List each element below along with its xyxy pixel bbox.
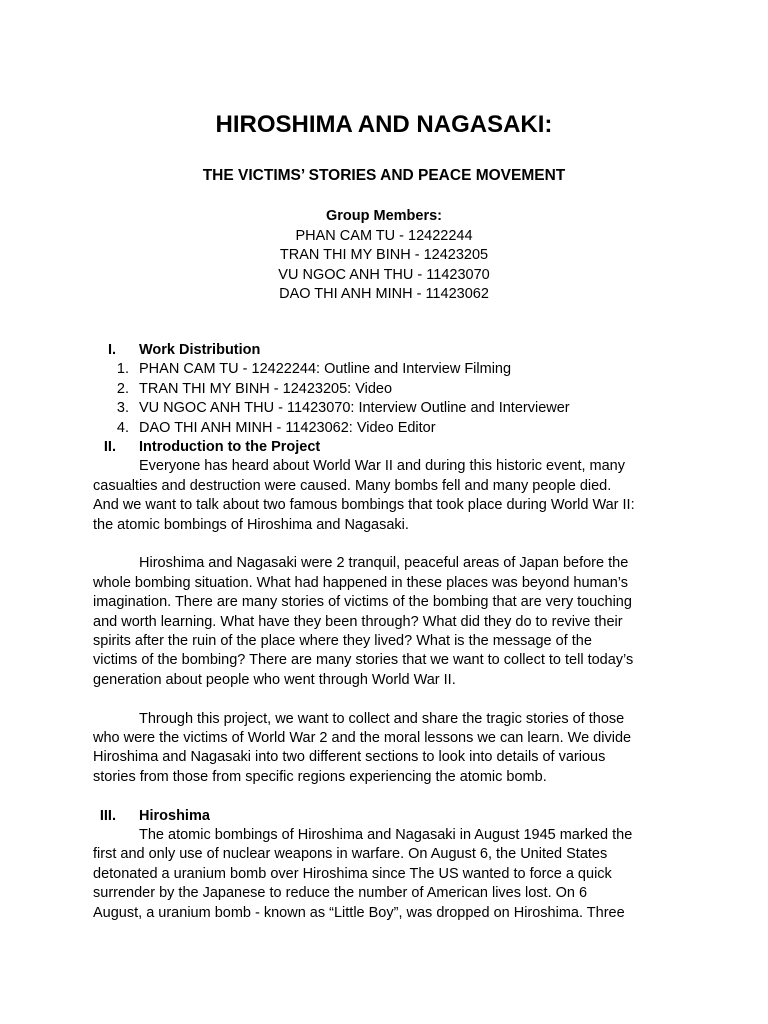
list-item-number: 1. bbox=[116, 361, 129, 378]
section-label: Introduction to the Project bbox=[139, 438, 321, 455]
paragraph-line: And we want to talk about two famous bombings that took place during World War II: bbox=[93, 497, 635, 514]
paragraph bbox=[93, 457, 683, 535]
paragraph-line: and worth learning. What have they been through? What did they do to revive their bbox=[93, 613, 623, 630]
member-name: VU NGOC ANH THU - 11423070 bbox=[278, 266, 490, 283]
paragraph-line: Hiroshima and Nagasaki were 2 tranquil, peaceful areas of Japan before the bbox=[139, 555, 629, 572]
list-item bbox=[93, 380, 683, 399]
list-item-text: VU NGOC ANH THU - 11423070: Interview Outline and Interviewer bbox=[139, 400, 570, 417]
paragraph bbox=[93, 826, 683, 923]
list-item-number: 4. bbox=[116, 419, 129, 436]
list-item-text: PHAN CAM TU - 12422244: Outline and Interview Filming bbox=[139, 361, 512, 378]
paragraph-line: detonated a uranium bomb over Hiroshima since The US wanted to force a quick bbox=[93, 865, 612, 882]
member-name: TRAN THI MY BINH - 12423205 bbox=[279, 247, 489, 263]
document-subtitle: THE VICTIMS’ STORIES AND PEACE MOVEMENT bbox=[202, 167, 566, 184]
document-title: HIROSHIMA AND NAGASAKI: bbox=[215, 111, 553, 138]
paragraph bbox=[93, 554, 683, 690]
section-label: Hiroshima bbox=[139, 807, 210, 824]
paragraph-line: spirits after the ruin of the place where they lived? What is the message of the bbox=[93, 632, 592, 649]
paragraph-gap bbox=[93, 787, 683, 806]
list-item bbox=[93, 419, 683, 438]
group-members bbox=[0, 207, 768, 305]
paragraph-line: casualties and destruction were caused. Many bombs fell and many people died. bbox=[93, 477, 612, 494]
paragraph-line: stories from those from specific regions experiencing the atomic bomb. bbox=[93, 768, 547, 785]
paragraph-gap bbox=[93, 690, 683, 709]
paragraph-line: Through this project, we want to collect and share the tragic stories of those bbox=[139, 710, 625, 727]
paragraph-gap bbox=[93, 535, 683, 554]
paragraph-line: Hiroshima and Nagasaki into two different sections to look into details of various bbox=[93, 749, 606, 766]
list-item-text: TRAN THI MY BINH - 12423205: Video bbox=[139, 380, 393, 397]
paragraph-line: first and only use of nuclear weapons in warfare. On August 6, the United States bbox=[93, 846, 608, 863]
section-heading-work-distribution bbox=[93, 341, 683, 360]
paragraph-line: the atomic bombings of Hiroshima and Nagasaki. bbox=[93, 516, 409, 533]
paragraph-line: imagination. There are many stories of victims of the bombing that are very touching bbox=[93, 594, 632, 611]
list-item-number: 2. bbox=[116, 380, 129, 397]
group-members-heading: Group Members: bbox=[325, 208, 442, 224]
paragraph-line: surrender by the Japanese to reduce the number of American lives lost. On 6 bbox=[93, 885, 588, 902]
paragraph-line: whole bombing situation. What had happened in these places was beyond human’s bbox=[93, 574, 628, 591]
member-name: DAO THI ANH MINH - 11423062 bbox=[279, 286, 489, 302]
section-label: Work Distribution bbox=[139, 342, 261, 358]
list-item-number: 3. bbox=[116, 400, 129, 417]
section-number: III. bbox=[99, 807, 116, 824]
paragraph bbox=[93, 710, 683, 788]
paragraph-line: victims of the bombing? There are many stories that we want to collect to tell today’s bbox=[93, 652, 634, 669]
section-number: II. bbox=[103, 438, 116, 455]
member-name: PHAN CAM TU - 12422244 bbox=[295, 227, 473, 244]
section-heading-hiroshima bbox=[93, 807, 683, 826]
paragraph-line: generation about people who went through World War II. bbox=[93, 671, 456, 688]
section-heading-introduction bbox=[93, 438, 683, 457]
document-body bbox=[93, 341, 683, 923]
paragraph-line: The atomic bombings of Hiroshima and Nagasaki in August 1945 marked the bbox=[139, 827, 633, 843]
list-item bbox=[93, 399, 683, 418]
section-number: I. bbox=[107, 342, 116, 358]
paragraph-line: August, a uranium bomb - known as “Little Boy”, was dropped on Hiroshima. Three bbox=[93, 904, 625, 921]
list-item bbox=[93, 360, 683, 379]
paragraph-line: Everyone has heard about World War II and during this historic event, many bbox=[139, 458, 625, 475]
paragraph-line: who were the victims of World War 2 and the moral lessons we can learn. We divide bbox=[93, 730, 632, 746]
list-item-text: DAO THI ANH MINH - 11423062: Video Editor bbox=[139, 419, 436, 436]
